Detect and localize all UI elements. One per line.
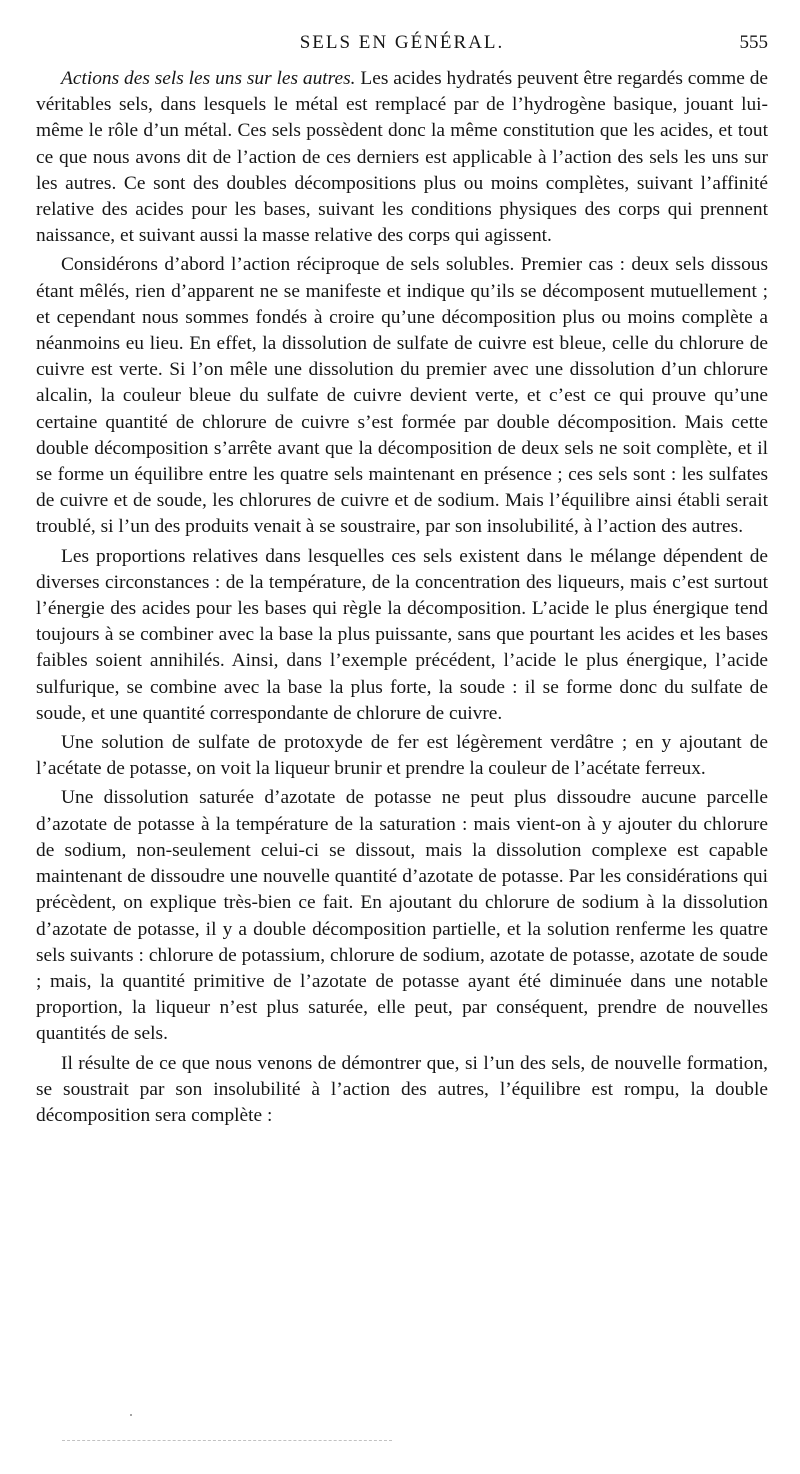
footer-rule	[62, 1440, 392, 1441]
page-number: 555	[739, 32, 768, 53]
paragraph: Les proportions relatives dans lesquelles ces sels existent dans le mélange dépendent de diverses circonstances : de la température, de la concentration des liqueurs, mais c’est surtout l’énergie des acides pour les bases qui règle la décomposition. L’acide le plus énergique tend toujours à se combiner avec la base la plus puissante, sans que pourtant les acides et les bases faibles soient annihilés. Ainsi, dans l’exemple précédent, l’acide le plus énergique, l’acide sulfurique, se combine avec la base la plus forte, la soude : il se forme donc du sulfate de soude, et une quantité correspondante de chlorure de cuivre.	[36, 545, 768, 724]
running-title: SELS EN GÉNÉRAL.	[299, 32, 505, 53]
body-text	[36, 66, 768, 1129]
paragraph: Considérons d’abord l’action réciproque de sels solubles. Premier cas : deux sels dissous étant mêlés, rien d’apparent ne se manifeste et indique qu’ils se décomposent mutuellement ; et cependant nous sommes fondés à croire qu’une décomposition plus ou moins complète a néanmoins eu lieu. En effet, la dissolution de sulfate de cuivre est bleue, celle du chlorure de cuivre est verte. Si l’on mêle une dissolution du premier avec une dissolution d’un chlorure alcalin, la couleur bleue du sulfate de cuivre devient verte, et c’est ce qui prouve qu’une certaine quantité de chlorure de cuivre s’est formée par double décomposition. Mais cette double décomposition s’arrête avant que la décomposition de deux sels ne soit complète, et il se forme un équilibre entre les quatre sels maintenant en présence ; ces sels sont : les sulfates de cuivre et de soude, les chlorures de cuivre et de sodium. Mais l’équilibre ainsi établi serait troublé, si l’un des produits venait à se soustraire, par son insolubilité, à l’action des autres.	[36, 254, 768, 538]
section-lead-title: Actions des sels les uns sur les autres.	[61, 68, 356, 89]
paragraph: Une solution de sulfate de protoxyde de fer est légèrement verdâtre ; en y ajoutant de l’acétate de potasse, on voit la liqueur brunir et prendre la couleur de l’acétate ferreux.	[36, 732, 768, 780]
paragraph: Il résulte de ce que nous venons de démontrer que, si l’un des sels, de nouvelle formation, se soustrait par son insolubilité à l’action des autres, l’équilibre est rompu, la double décomposition sera complète :	[36, 1052, 768, 1126]
paragraph: Une dissolution saturée d’azotate de potasse ne peut plus dissoudre aucune parcelle d’azotate de potasse à la température de la saturation : mais vient-on à y ajouter du chlorure de sodium, non-seulement celui-ci se dissout, mais la dissolution complexe est capable maintenant de dissoudre une nouvelle quantité d’azotate de potasse. Par les considérations qui précèdent, on explique très-bien ce fait. En ajoutant du chlorure de sodium à la dissolution d’azotate de potasse, il y a double décomposition partielle, et la solution renferme les quatre sels suivants : chlorure de potassium, chlorure de sodium, azotate de potasse, azotate de soude ; mais, la quantité primitive de l’azotate de potasse ayant été diminuée dans une notable proportion, la liqueur n’est plus saturée, elle peut, par conséquent, prendre de nouvelles quantités de sels.	[36, 787, 768, 1045]
scan-speck	[130, 1414, 132, 1416]
paragraph-text: Les acides hydratés peuvent être regardés comme de véritables sels, dans lesquels le métal est remplacé par de l’hydrogène basique, jouant lui-même le rôle d’un métal. Ces sels possèdent donc la même constitution que les acides, et tout ce que nous avons dit de l’action de ces derniers est applicable à l’action des sels les uns sur les autres. Ce sont des doubles décompositions plus ou moins complètes, suivant l’affinité relative des acides pour les bases, suivant les conditions physiques des corps qui prennent naissance, et suivant aussi la masse relative des corps qui agissent.	[36, 68, 768, 247]
page-header	[36, 32, 768, 58]
paragraph	[36, 66, 768, 249]
